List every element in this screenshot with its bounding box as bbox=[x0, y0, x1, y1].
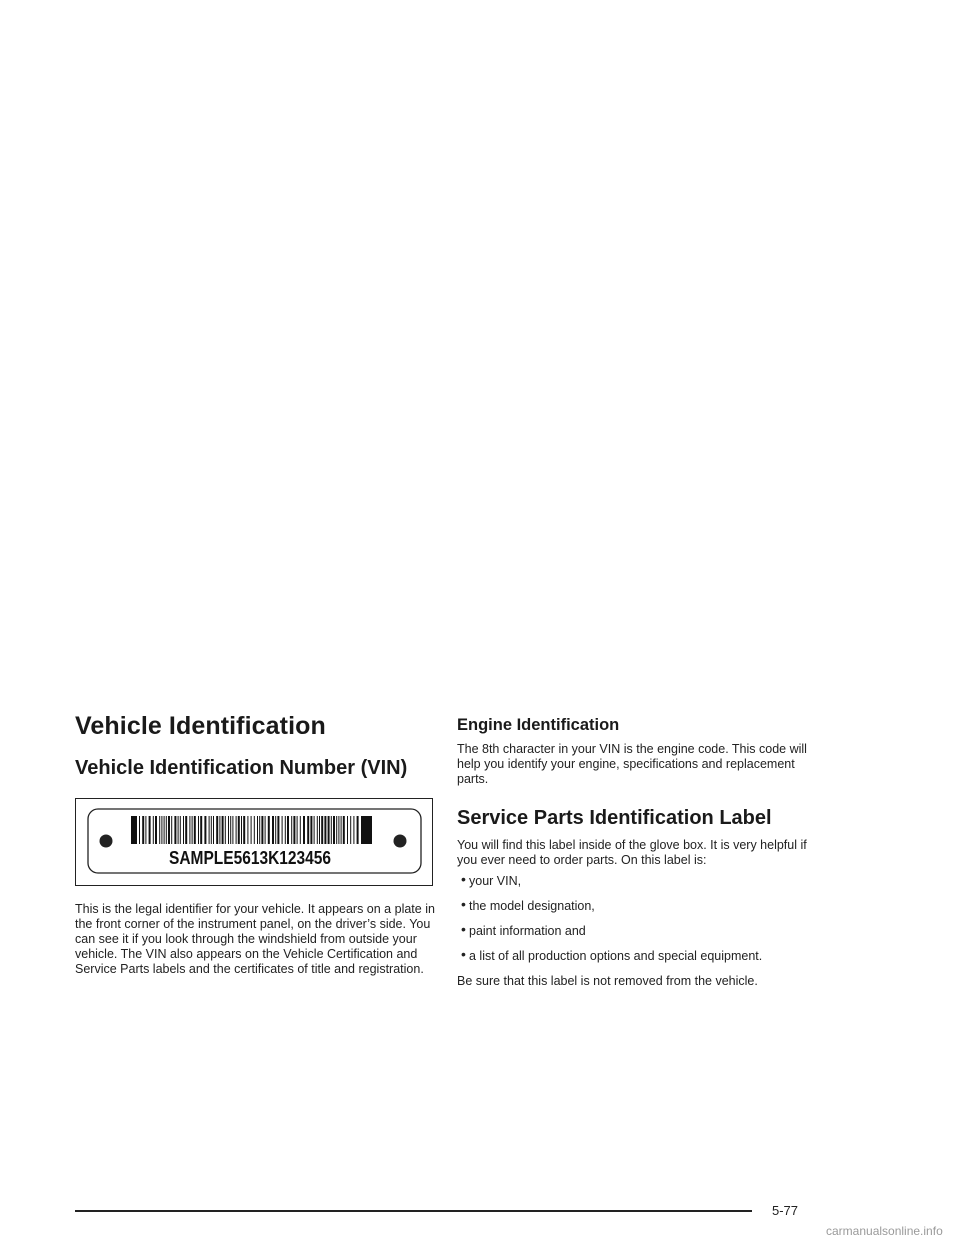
barcode-bar bbox=[357, 816, 359, 844]
barcode-bar bbox=[209, 816, 210, 844]
barcode-bar bbox=[347, 816, 348, 844]
barcode-bar bbox=[251, 816, 252, 844]
barcode-bar bbox=[297, 816, 298, 844]
barcode-bar bbox=[161, 816, 162, 844]
barcode-bar bbox=[194, 816, 196, 844]
barcode-bar bbox=[282, 816, 283, 844]
watermark-text: carmanualsonline.info bbox=[826, 1224, 943, 1238]
barcode-bar bbox=[180, 816, 181, 844]
barcode-bar bbox=[200, 816, 202, 844]
barcode-bar bbox=[204, 816, 206, 844]
barcode-bar bbox=[164, 816, 165, 844]
list-item: • paint information and bbox=[461, 920, 586, 938]
list-item: • the model designation, bbox=[461, 895, 595, 913]
barcode-bar bbox=[268, 816, 270, 844]
barcode-bar bbox=[333, 816, 335, 844]
service-parts-list bbox=[457, 870, 829, 964]
vin-plate-text: SAMPLE5613K123456 bbox=[169, 847, 331, 868]
page-number: 5-77 bbox=[772, 1203, 799, 1218]
right-column bbox=[457, 716, 829, 989]
barcode-bar bbox=[142, 816, 144, 844]
barcode-bar bbox=[145, 816, 146, 844]
barcode-bar bbox=[171, 816, 172, 844]
service-parts-intro: You will find this label inside of the glove box. It is very helpful if you ever need to order parts. On this label is: bbox=[457, 837, 807, 867]
barcode-bar bbox=[338, 816, 339, 844]
barcode-bar bbox=[232, 816, 233, 844]
barcode-bar bbox=[174, 816, 176, 844]
left-column bbox=[75, 712, 435, 977]
barcode-bar bbox=[291, 816, 292, 844]
barcode-bar bbox=[361, 816, 372, 844]
barcode-bar bbox=[247, 816, 248, 844]
footer-rule bbox=[75, 1210, 752, 1212]
barcode-bar bbox=[343, 816, 345, 844]
barcode-bar bbox=[168, 816, 170, 844]
barcode-bar bbox=[319, 816, 320, 844]
barcode-bar bbox=[178, 816, 179, 844]
engine-identification-body: The 8th character in your VIN is the engine code. This code will help you identify your engine, specifications and replacement parts. bbox=[457, 741, 807, 786]
barcode-bar bbox=[324, 816, 326, 844]
bullet-icon: • bbox=[461, 920, 466, 937]
rivet-left-icon bbox=[100, 834, 113, 847]
vin-subsection-title: Vehicle Identification Number (VIN) bbox=[75, 756, 408, 779]
engine-identification-title: Engine Identification bbox=[457, 716, 620, 734]
barcode-bar bbox=[300, 816, 301, 844]
barcode-bar bbox=[192, 816, 193, 844]
barcode-bar bbox=[153, 816, 154, 844]
barcode-bar bbox=[314, 816, 315, 844]
barcode-bar bbox=[166, 816, 167, 844]
barcode-bar bbox=[259, 816, 260, 844]
bullet-icon: • bbox=[461, 945, 466, 962]
barcode-bar bbox=[307, 816, 309, 844]
barcode-bar bbox=[236, 816, 237, 844]
barcode-bar bbox=[277, 816, 279, 844]
barcode-bar bbox=[238, 816, 240, 844]
barcode-bar bbox=[321, 816, 323, 844]
barcode-bar bbox=[159, 816, 160, 844]
barcode-bar bbox=[230, 816, 231, 844]
service-parts-title: Service Parts Identification Label bbox=[457, 806, 772, 829]
bullet-icon: • bbox=[461, 870, 466, 887]
barcode-bar bbox=[285, 816, 286, 844]
barcode-bar bbox=[183, 816, 184, 844]
barcode-bar bbox=[131, 816, 137, 844]
barcode-bar bbox=[139, 816, 140, 844]
barcode-bar bbox=[211, 816, 212, 844]
barcode-bar bbox=[353, 816, 354, 844]
barcode-bar bbox=[293, 816, 295, 844]
barcode-bar bbox=[287, 816, 289, 844]
barcode-bar bbox=[189, 816, 190, 844]
barcode-bar bbox=[254, 816, 255, 844]
barcode-bar bbox=[331, 816, 332, 844]
list-item: • a list of all production options and special equipment. bbox=[461, 945, 763, 963]
barcode-bar bbox=[341, 816, 342, 844]
barcode-bar bbox=[155, 816, 157, 844]
barcode-bar bbox=[243, 816, 245, 844]
barcode-bar bbox=[257, 816, 258, 844]
barcode-bar bbox=[336, 816, 337, 844]
bullet-icon: • bbox=[461, 895, 466, 912]
barcode-bar bbox=[350, 816, 351, 844]
barcode-bar bbox=[272, 816, 274, 844]
barcode-bar bbox=[241, 816, 242, 844]
barcode-bar bbox=[328, 816, 330, 844]
barcode-bar bbox=[265, 816, 266, 844]
barcode-bar bbox=[219, 816, 220, 844]
barcode-bar bbox=[310, 816, 312, 844]
section-title: Vehicle Identification bbox=[75, 712, 326, 740]
barcode-bar bbox=[213, 816, 214, 844]
barcode-bar bbox=[198, 816, 199, 844]
barcode-bar bbox=[185, 816, 187, 844]
barcode-bar bbox=[317, 816, 318, 844]
barcode-bar bbox=[225, 816, 226, 844]
barcode-bar bbox=[149, 816, 151, 844]
barcode-bar bbox=[275, 816, 276, 844]
barcode-bar bbox=[228, 816, 229, 844]
vin-description: This is the legal identifier for your vehicle. It appears on a plate in the front corner of the instrument panel, on the driver’s side. You can see it if you look through the windshield from outside your vehicle. The VIN also appears on the Vehicle Certification and Service Parts labels and the certificates of title and registration. bbox=[75, 901, 435, 976]
list-item: • your VIN, bbox=[461, 870, 522, 888]
barcode-bar bbox=[261, 816, 263, 844]
service-parts-closing: Be sure that this label is not removed from the vehicle. bbox=[457, 973, 758, 988]
barcode-bar bbox=[222, 816, 224, 844]
vin-barcode bbox=[131, 816, 372, 844]
rivet-right-icon bbox=[394, 834, 407, 847]
barcode-bar bbox=[303, 816, 305, 844]
vin-plate-figure bbox=[75, 798, 433, 886]
barcode-bar bbox=[216, 816, 218, 844]
